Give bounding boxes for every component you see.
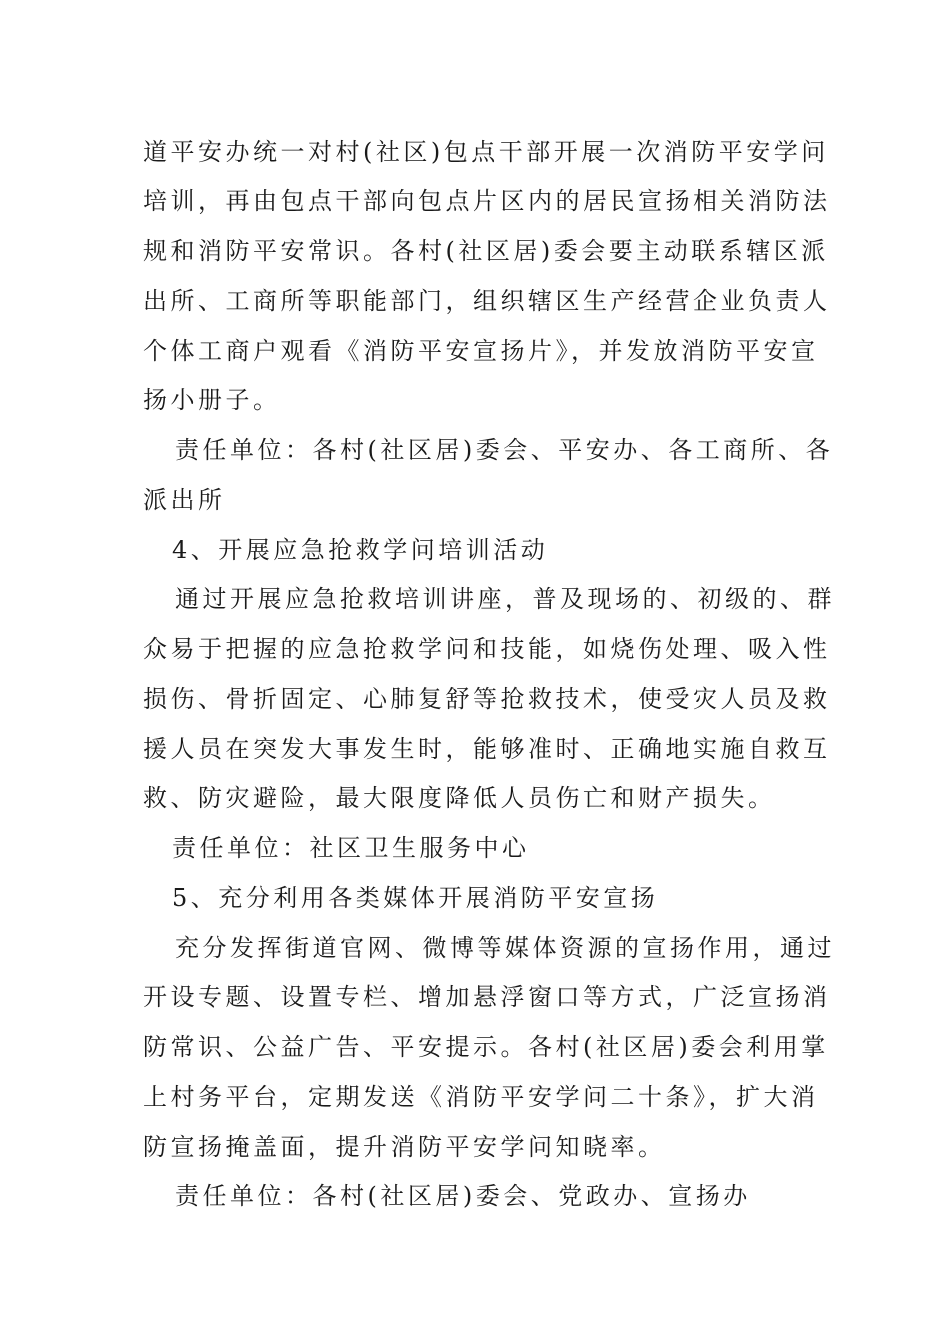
text-line: 派出所 [143, 486, 226, 514]
text-line: 损伤、骨折固定、心肺复舒等抢救技术，使受灾人员及救 [143, 685, 831, 713]
text-line: 开设专题、设置专栏、增加悬浮窗口等方式，广泛宣扬消 [143, 983, 831, 1011]
responsibility-line: 责任单位：各村(社区居)委会、平安办、各工商所、各 [175, 436, 834, 464]
text-line: 防常识、公益广告、平安提示。各村(社区居)委会利用掌 [143, 1033, 829, 1061]
text-line: 援人员在突发大事发生时，能够准时、正确地实施自救互 [143, 735, 831, 763]
text-line: 个体工商户观看《消防平安宣扬片》，并发放消防平安宣 [143, 337, 819, 365]
text-line: 规和消防平安常识。各村(社区居)委会要主动联系辖区派 [143, 237, 829, 265]
text-line: 上村务平台，定期发送《消防平安学问二十条》，扩大消 [143, 1083, 819, 1111]
text-line: 出所、工商所等职能部门，组织辖区生产经营企业负责人 [143, 287, 831, 315]
text-line: 救、防灾避险，最大限度降低人员伤亡和财产损失。 [143, 784, 776, 812]
text-line: 培训，再由包点干部向包点片区内的居民宣扬相关消防法 [143, 187, 831, 215]
text-line: 防宣扬掩盖面，提升消防平安学问知晓率。 [143, 1133, 666, 1161]
text-line: 众易于把握的应急抢救学问和技能，如烧伤处理、吸入性 [143, 635, 831, 663]
text-line: 道平安办统一对村(社区)包点干部开展一次消防平安学问 [143, 138, 829, 166]
responsibility-line: 责任单位：社区卫生服务中心 [172, 834, 530, 862]
section-heading: 5、充分利用各类媒体开展消防平安宣扬 [172, 884, 659, 912]
text-line: 充分发挥街道官网、微博等媒体资源的宣扬作用，通过 [175, 934, 835, 962]
text-line: 扬小册子。 [143, 386, 281, 414]
section-heading: 4、开展应急抢救学问培训活动 [172, 536, 549, 564]
responsibility-line: 责任单位：各村(社区居)委会、党政办、宣扬办 [175, 1182, 751, 1210]
text-line: 通过开展应急抢救培训讲座，普及现场的、初级的、群 [175, 585, 835, 613]
